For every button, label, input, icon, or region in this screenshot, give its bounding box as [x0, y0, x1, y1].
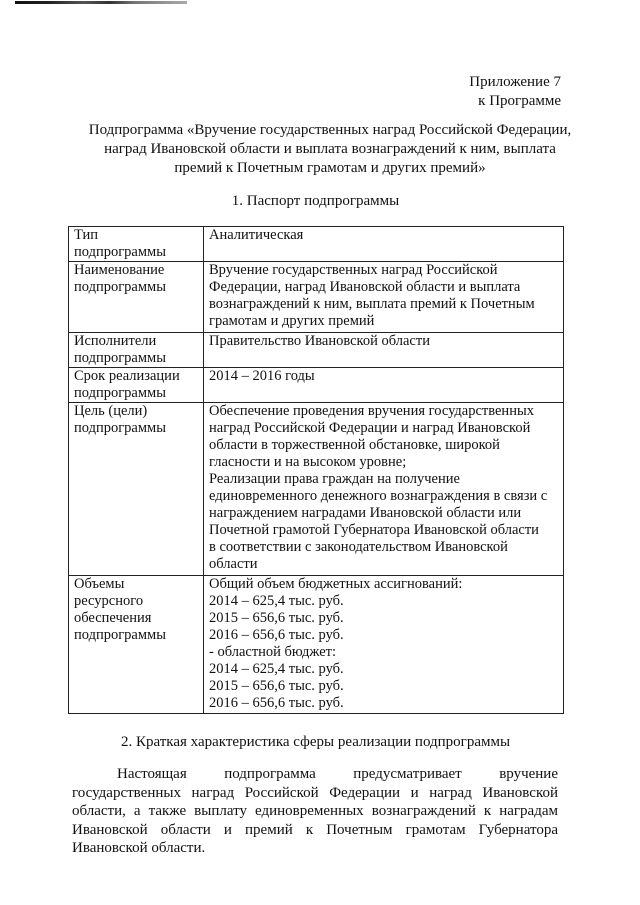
value-line: вознаграждений к ним, выплата премий к Почетным: [209, 296, 535, 312]
appendix-number: Приложение 7: [469, 74, 561, 90]
value-line: в соответствии с законодательством Ивановской: [209, 539, 508, 555]
subprogram-title: [80, 121, 580, 178]
value-line: Реализации права граждан на получение: [209, 471, 460, 487]
value-line: Почетной грамотой Губернатора Ивановской области: [209, 522, 539, 538]
passport-value: [204, 227, 564, 262]
label-line: подпрограммы: [74, 627, 166, 643]
scan-edge-artifact: [15, 1, 187, 4]
title-line: премий к Почетным грамотам и других премий»: [174, 160, 486, 176]
passport-label: [69, 262, 204, 333]
passport-label: [69, 227, 204, 262]
value-line: Федерации, наград Ивановской области и выплата: [209, 279, 521, 295]
label-line: подпрограммы: [74, 244, 166, 260]
passport-value: [204, 262, 564, 333]
label-line: подпрограммы: [74, 279, 166, 295]
passport-table: [68, 226, 564, 714]
value-line: награждением наградами Ивановской области или: [209, 505, 522, 521]
title-line: Подпрограмма «Вручение государственных наград Российской Федерации,: [88, 122, 572, 138]
value-line: 2016 – 656,6 тыс. руб.: [209, 627, 344, 643]
appendix-reference: к Программе: [478, 93, 561, 109]
label-line: Наименование: [74, 262, 165, 278]
value-line: Правительство Ивановской области: [209, 333, 430, 349]
value-line: 2014 – 625,4 тыс. руб.: [209, 593, 344, 609]
passport-label: [69, 403, 204, 576]
label-line: подпрограммы: [74, 350, 166, 366]
passport-row-term: [69, 368, 564, 403]
passport-row-name: [69, 262, 564, 333]
section-heading-characteristics: 2. Краткая характеристика сферы реализации подпрограммы: [120, 734, 511, 750]
label-line: обеспечения: [74, 610, 152, 626]
value-line: грамотам и других премий: [209, 313, 375, 329]
label-line: Срок реализации: [74, 368, 180, 384]
value-line: области: [209, 556, 258, 572]
section-heading-passport: 1. Паспорт подпрограммы: [231, 193, 400, 209]
value-line: области в торжественной обстановке, широкой: [209, 437, 500, 453]
appendix-label: [469, 73, 561, 111]
label-line: подпрограммы: [74, 385, 166, 401]
value-line: - областной бюджет:: [209, 644, 337, 660]
passport-label: [69, 333, 204, 368]
passport-row-executors: [69, 333, 564, 368]
passport-value: [204, 403, 564, 576]
value-line: наград Российской Федерации и наград Ивановской: [209, 420, 531, 436]
value-line: Аналитическая: [209, 227, 304, 243]
label-line: Тип: [74, 227, 99, 243]
value-line: 2015 – 656,6 тыс. руб.: [209, 610, 344, 626]
label-line: ресурсного: [74, 593, 144, 609]
value-line: Общий объем бюджетных ассигнований:: [209, 576, 463, 592]
value-line: гласности и на высоком уровне;: [209, 454, 407, 470]
label-line: Объемы: [74, 576, 125, 592]
passport-value: [204, 576, 564, 714]
value-line: Вручение государственных наград Российской: [209, 262, 498, 278]
title-line: наград Ивановской области и выплата вознаграждений к ним, выплата: [104, 141, 556, 157]
passport-row-type: [69, 227, 564, 262]
label-line: подпрограммы: [74, 420, 166, 436]
value-line: единовременного денежного вознаграждения в связи с: [209, 488, 548, 504]
passport-row-funding: [69, 576, 564, 714]
label-line: Исполнители: [74, 333, 157, 349]
value-line: Обеспечение проведения вручения государственных: [209, 403, 534, 419]
label-line: Цель (цели): [74, 403, 148, 419]
passport-label: [69, 576, 204, 714]
passport-label: [69, 368, 204, 403]
passport-value: [204, 368, 564, 403]
passport-value: [204, 333, 564, 368]
value-line: 2014 – 2016 годы: [209, 368, 315, 384]
passport-row-goals: [69, 403, 564, 576]
value-line: 2016 – 656,6 тыс. руб.: [209, 695, 344, 711]
value-line: 2014 – 625,4 тыс. руб.: [209, 661, 344, 677]
value-line: 2015 – 656,6 тыс. руб.: [209, 678, 344, 694]
body-paragraph: Настоящая подпрограмма предусматривает вручение государственных наград Российской Федерации и наград Ивановской области, а также выплату единовременных вознаграждений к наградам Ивановской области и премий к Почетным грамотам Губернатора Ивановской области.: [72, 766, 558, 856]
